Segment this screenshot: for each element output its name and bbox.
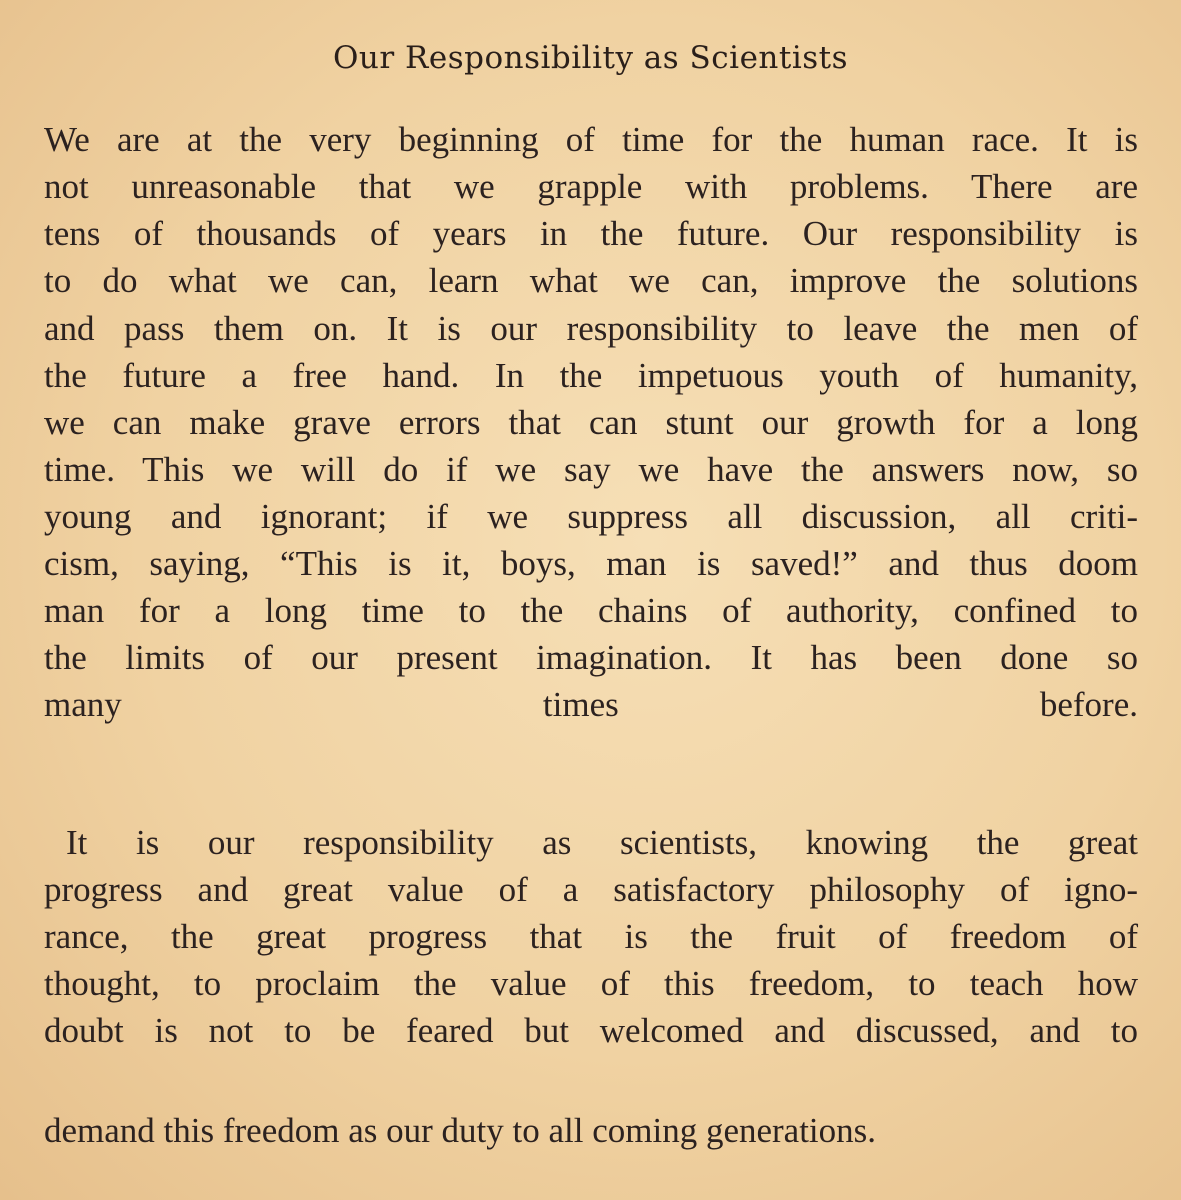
text-line: doubt is not to be feared but welcomed and discussed, and to bbox=[44, 1011, 1138, 1050]
text-line: We are at the very beginning of time for the human race. It is bbox=[44, 120, 1138, 159]
text-line: many times before. bbox=[44, 685, 1138, 724]
text-line: young and ignorant; if we suppress all discussion, all criti- bbox=[44, 497, 1138, 536]
text-line: rance, the great progress that is the fruit of freedom of bbox=[44, 917, 1138, 956]
text-line: It is our responsibility as scientists, knowing the great bbox=[66, 823, 1138, 862]
section-heading: Our Responsibility as Scientists bbox=[332, 40, 849, 76]
text-line: the future a free hand. In the impetuous youth of humanity, bbox=[44, 356, 1138, 395]
text-line: tens of thousands of years in the future. Our responsibility is bbox=[44, 214, 1138, 253]
text-line: man for a long time to the chains of authority, confined to bbox=[44, 591, 1138, 630]
text-line: demand this freedom as our duty to all coming generations. bbox=[44, 1111, 877, 1150]
text-line: progress and great value of a satisfactory philosophy of igno- bbox=[44, 870, 1138, 909]
text-line: thought, to proclaim the value of this freedom, to teach how bbox=[44, 964, 1138, 1003]
text-line: and pass them on. It is our responsibility to leave the men of bbox=[44, 309, 1138, 348]
text-line: to do what we can, learn what we can, improve the solutions bbox=[44, 261, 1138, 300]
text-line: time. This we will do if we say we have the answers now, so bbox=[44, 450, 1138, 489]
text-line: cism, saying, “This is it, boys, man is saved!” and thus doom bbox=[44, 544, 1138, 583]
text-line: we can make grave errors that can stunt our growth for a long bbox=[44, 403, 1138, 442]
text-line: not unreasonable that we grapple with problems. There are bbox=[44, 167, 1138, 206]
text-line: the limits of our present imagination. It has been done so bbox=[44, 638, 1138, 677]
